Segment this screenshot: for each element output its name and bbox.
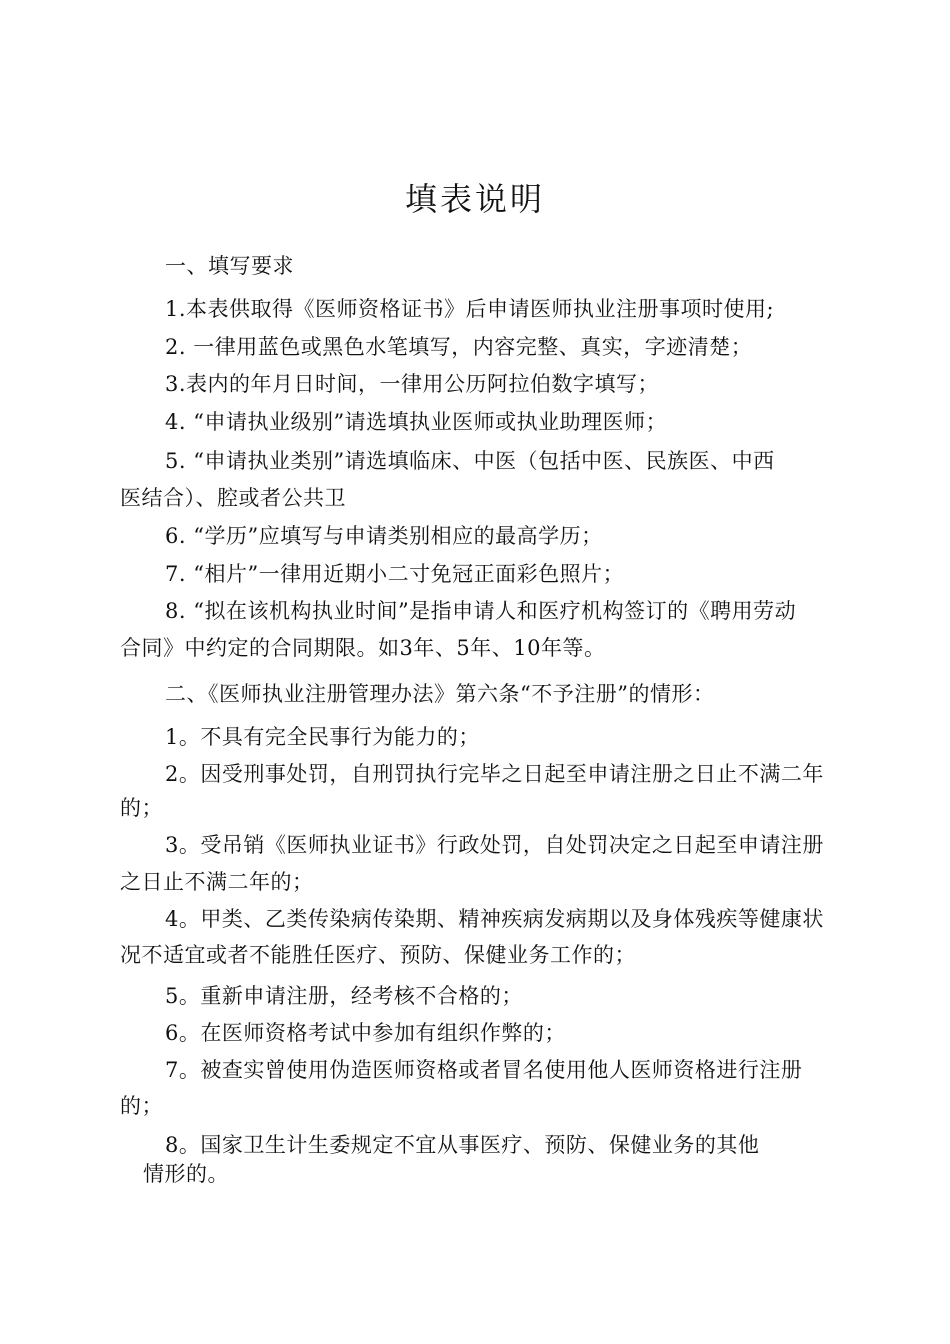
section-heading: 二、《医师执业注册管理办法》第六条“不予注册”的情形： xyxy=(165,682,715,706)
condition-item: 6。在医师资格考试中参加有组织作弊的； xyxy=(165,1021,566,1045)
section-heading: 一、填写要求 xyxy=(165,254,294,278)
instruction-item-continued: 医结合）、腔或者公共卫 xyxy=(120,486,346,510)
page-title: 填表说明 xyxy=(404,180,545,218)
condition-item: 7。被查实曾使用伪造医师资格或者冒名使用他人医师资格进行注册 xyxy=(165,1058,803,1082)
instruction-item: 6. “学历”应填写与申请类别相应的最高学历； xyxy=(165,524,603,548)
condition-item-continued: 之日止不满二年的； xyxy=(120,870,314,894)
condition-item: 5。重新申请注册，经考核不合格的； xyxy=(165,984,523,1008)
condition-item: 4。甲类、乙类传染病传染期、精神疾病发病期以及身体残疾等健康状 xyxy=(165,907,824,931)
instruction-item: 8. “拟在该机构执业时间”是指申请人和医疗机构签订的《聘用劳动 xyxy=(165,599,797,623)
instruction-item-continued: 合同》中约定的合同期限。如3年、5年、10年等。 xyxy=(120,636,606,660)
condition-item: 1。不具有完全民事行为能力的； xyxy=(165,725,480,749)
instruction-item: 3.表内的年月日时间，一律用公历阿拉伯数字填写； xyxy=(165,372,660,396)
instruction-item: 5. “申请执业类别”请选填临床、中医（包括中医、民族医、中西 xyxy=(165,449,775,473)
instruction-item: 2. 一律用蓝色或黑色水笔填写，内容完整、真实，字迹清楚； xyxy=(165,335,753,359)
condition-item-continued: 的； xyxy=(120,796,163,820)
instruction-item: 7. “相片”一律用近期小二寸免冠正面彩色照片； xyxy=(165,562,625,586)
condition-item: 2。因受刑事处罚，自刑罚执行完毕之日起至申请注册之日止不满二年 xyxy=(165,762,824,786)
condition-item: 8。国家卫生计生委规定不宜从事医疗、预防、保健业务的其他 xyxy=(165,1133,760,1157)
condition-item-continued: 的； xyxy=(120,1094,163,1118)
instruction-item: 4. “申请执业级别”请选填执业医师或执业助理医师； xyxy=(165,410,668,434)
condition-item: 3。受吊销《医师执业证书》行政处罚，自处罚决定之日起至申请注册 xyxy=(165,833,824,857)
condition-item-continued: 况不适宜或者不能胜任医疗、预防、保健业务工作的； xyxy=(120,943,636,967)
condition-item-continued: 情形的。 xyxy=(143,1162,229,1186)
instruction-item: 1.本表供取得《医师资格证书》后申请医师执业注册事项时使用; xyxy=(165,297,775,321)
